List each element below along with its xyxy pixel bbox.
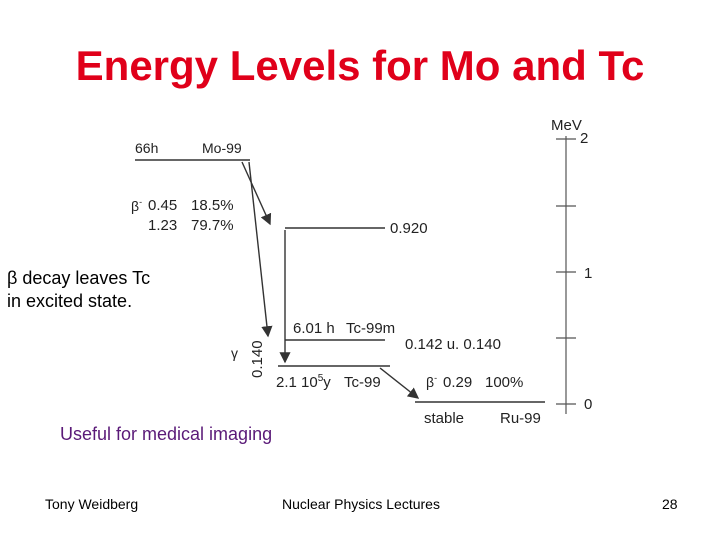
beta-decay-note-line1: β decay leaves Tc bbox=[7, 268, 151, 288]
scale-unit-label: MeV bbox=[551, 117, 582, 134]
beta-branch2-energy: 1.23 bbox=[148, 217, 178, 234]
tc-beta-label bbox=[426, 373, 437, 390]
footer-page-number: 28 bbox=[662, 496, 678, 512]
tc99-halflife-unit: y bbox=[323, 374, 331, 391]
beta-decay-note-line2: in excited state. bbox=[7, 291, 133, 311]
gamma-energy: 0.140 bbox=[249, 340, 266, 378]
mo99-name: Mo-99 bbox=[202, 140, 242, 156]
ru99-name: Ru-99 bbox=[500, 410, 541, 427]
beta-branch2-percent: 79.7% bbox=[191, 217, 234, 234]
level-0142-label: 0.142 u. 0.140 bbox=[405, 336, 501, 353]
mo-beta-minus-superscript: - bbox=[139, 197, 143, 207]
tc-beta-arrow bbox=[380, 368, 418, 398]
scale-tick-label-0: 0 bbox=[584, 396, 593, 413]
tc99-halflife-exponent: 5 bbox=[317, 373, 324, 384]
beta-arrow-to-0920 bbox=[242, 162, 270, 224]
tc99m-name: Tc-99m bbox=[346, 320, 396, 337]
beta-branch1-energy: 0.45 bbox=[148, 197, 178, 214]
footer-author: Tony Weidberg bbox=[45, 496, 139, 512]
tc-beta-energy: 0.29 bbox=[443, 374, 473, 391]
tc-beta-symbol-glyph: β bbox=[426, 374, 435, 390]
beta-arrow-to-0142 bbox=[249, 162, 268, 336]
tc99-name: Tc-99 bbox=[344, 374, 381, 391]
gamma-symbol: γ bbox=[231, 345, 238, 361]
beta-branch1-percent: 18.5% bbox=[191, 197, 234, 214]
slide-title: Energy Levels for Mo and Tc bbox=[75, 42, 645, 89]
ru99-state: stable bbox=[424, 410, 465, 427]
tc-beta-minus-superscript: - bbox=[434, 373, 438, 383]
medical-imaging-note: Useful for medical imaging bbox=[60, 424, 273, 444]
mev-scale bbox=[556, 136, 576, 414]
scale-tick-label-2: 2 bbox=[580, 130, 589, 147]
tc99m-halflife: 6.01 h bbox=[293, 320, 335, 337]
scale-tick-label-1: 1 bbox=[584, 265, 593, 282]
mo-beta-symbol-glyph: β bbox=[131, 198, 140, 214]
tc99-halflife bbox=[276, 373, 331, 391]
level-0920-label: 0.920 bbox=[390, 220, 428, 237]
footer-course: Nuclear Physics Lectures bbox=[282, 496, 440, 512]
tc99-halflife-prefix: 2.1 10 bbox=[276, 374, 318, 391]
mo99-halflife: 66h bbox=[135, 140, 159, 156]
beta-decay-note bbox=[7, 267, 150, 313]
tc-beta-percent: 100% bbox=[485, 374, 524, 391]
mo-beta-symbol bbox=[131, 197, 142, 214]
